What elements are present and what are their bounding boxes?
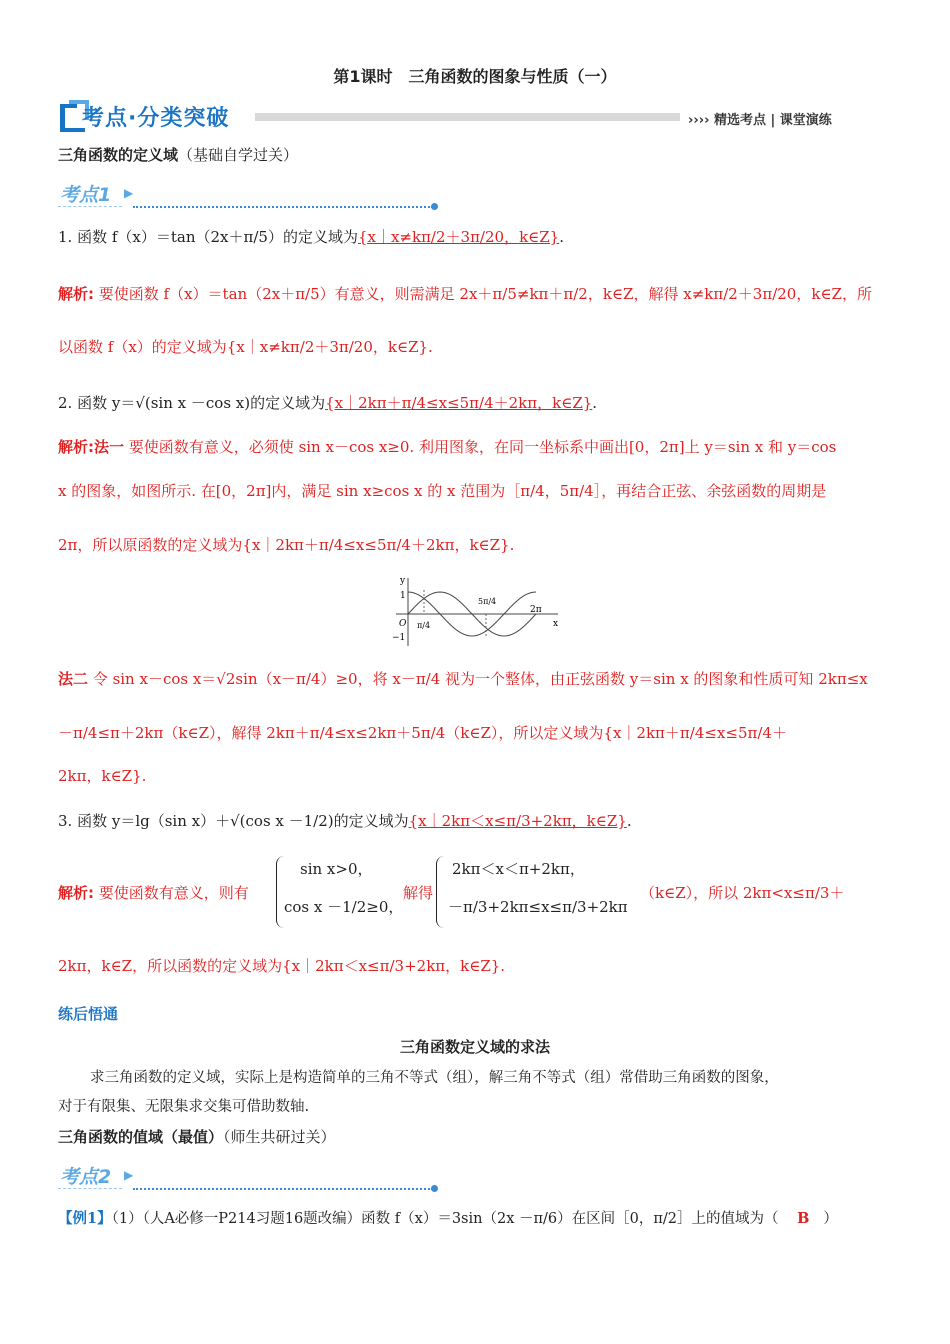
kaodian1-label: 考点1 [60,184,112,206]
q1-end: . [559,228,565,246]
q1-analysis-line1 [58,283,893,305]
kaodian2-dot [431,1185,438,1192]
q3-end: . [626,812,632,830]
graph-one: 1 [400,591,406,601]
kaodian2-arrow-icon: ▶ [124,1168,134,1182]
banner-divider [255,113,680,121]
banner-right [688,109,832,128]
q1-stem-line [58,226,893,248]
kaodian1-underline [58,206,122,207]
kaodian2-label: 考点2 [60,1166,112,1188]
kaodian2-rule [133,1188,433,1190]
section1-heading [58,144,298,165]
q2-method2-label: 法二 [58,670,89,688]
kaodian2-underline [58,1188,122,1189]
practice-heading: 练后悟通 [58,1005,119,1023]
q2-answer: {x｜2kπ＋π/4≤x≤5π/4＋2kπ，k∈Z} [325,394,593,412]
graph-neg-one: −1 [392,633,406,643]
q1-stem: 1. 函数 f（x）＝tan（2x＋π/5）的定义域为 [58,228,358,246]
q2-method1-label: 法一 [94,438,125,456]
graph-x-label: x [553,619,559,629]
graph-origin: O [399,619,407,629]
practice-para-line2: 对于有限集、无限集求交集可借助数轴. [58,1099,310,1115]
banner-arrows: ›››› [688,113,710,128]
q2-m2-text1: 令 sin x－cos x＝√2sin（x－π/4）≥0，将 x－π/4 视为一个整体，由正弦函数 y＝sin x 的图象和性质可知 2kπ≤x [92,670,868,688]
section2-note: （师生共研过关） [223,1128,336,1146]
graph-y-label: y [400,576,406,586]
banner-title: 考点·分类突破 [82,106,230,131]
q3-system2-b: －π/3+2kπ≤x≤π/3+2kπ [448,898,628,916]
practice-para-line1: 求三角函数的定义域，实际上是构造简单的三角不等式（组），解三角不等式（组）常借助三角函数的图象， [90,1070,779,1086]
q2-analysis-label: 解析: [58,438,94,456]
ex1-text: （1）（人A必修一P214习题16题改编）函数 f（x）＝3sin（2x －π/6）在区间［0，π/2］上的值域为（ [111,1211,779,1227]
graph-pi4: π/4 [417,621,431,630]
q3-system2-brace [436,856,445,928]
q1-analysis-line2: 以函数 f（x）的定义域为{x｜x≠kπ/2＋3π/20，k∈Z}. [58,338,433,356]
graph-5pi4: 5π/4 [478,597,497,606]
kaodian1-rule [133,206,433,208]
ex1-line [58,1208,893,1230]
kaodian1-arrow-icon: ▶ [124,186,134,200]
q2-stem-line [58,392,893,414]
q3-system2-a: 2kπ＜x＜π+2kπ， [452,860,585,878]
q2-end: . [592,394,598,412]
q1-analysis-text1: 要使函数 f（x）＝tan（2x＋π/5）有意义，则需满足 2x＋π/5≠kπ＋π/2，k∈Z，解得 x≠kπ/2＋3π/20，k∈Z，所 [98,285,872,303]
q2-m2-line3: 2kπ，k∈Z}. [58,767,147,785]
sin-cos-graph [388,574,568,648]
q3-stem: 3. 函数 y＝lg（sin x）＋√(cos x －1/2)的定义域为 [58,812,409,830]
q2-m1-line2: x 的图象，如图所示. 在[0，2π]内，满足 sin x≥cos x 的 x 范围为［π/4，5π/4］，再结合正弦、余弦函数的周期是 [58,482,827,500]
graph-2pi: 2π [530,605,542,615]
q2-stem: 2. 函数 y＝√(sin x －cos x)的定义域为 [58,394,326,412]
q2-m1-text1: 要使函数有意义，必须使 sin x－cos x≥0. 利用图象，在同一坐标系中画出[0，2π]上 y＝sin x 和 y＝cos [128,438,837,456]
page-title: 第1课时 三角函数的图象与性质（一） [333,67,617,86]
q2-m2-line1 [58,668,893,690]
section2-heading [58,1126,336,1147]
q1-answer: {x｜x≠kπ/2＋3π/20，k∈Z} [357,228,560,246]
section1-title: 三角函数的定义域 [58,146,179,164]
q3-analysis-label: 解析: [58,884,94,902]
kaodian1-dot [431,203,438,210]
q2-m1-line1 [58,436,893,458]
q3-solve: 解得 [403,884,434,902]
q3-analysis-pre [58,882,249,904]
q1-analysis-label: 解析: [58,285,94,303]
q2-m2-line2: －π/4≤π＋2kπ（k∈Z），解得 2kπ＋π/4≤x≤2kπ＋5π/4（k∈Z），所以定义域为{x｜2kπ＋π/4≤x≤5π/4＋ [58,724,787,742]
banner-label-1: 精选考点 [713,113,766,128]
q3-system1-brace [276,856,285,928]
section1-note: （基础自学过关） [178,146,299,164]
ex1-close: ） [823,1211,838,1227]
section2-title: 三角函数的值域（最值） [58,1128,224,1146]
q3-answer: {x｜2kπ＜x≤π/3+2kπ，k∈Z} [408,812,627,830]
q2-m1-line3: 2π，所以原函数的定义域为{x｜2kπ＋π/4≤x≤5π/4＋2kπ，k∈Z}. [58,536,515,554]
q3-analysis-text-pre: 要使函数有意义，则有 [98,884,249,902]
banner-sep: | [770,113,776,128]
q3-stem-line [58,810,893,832]
practice-subheading: 三角函数定义域的求法 [399,1038,550,1056]
q3-analysis-post: （k∈Z），所以 2kπ<x≤π/3＋ [640,884,845,902]
q3-system1-a: sin x>0， [300,860,373,878]
q3-system1-b: cos x －1/2≥0， [284,898,404,916]
q3-analysis-line2: 2kπ，k∈Z，所以函数的定义域为{x｜2kπ＜x≤π/3+2kπ，k∈Z}. [58,957,506,975]
ex1-answer: B [797,1210,810,1227]
banner-label-2: 课堂演练 [779,113,832,128]
ex1-tag: 【例1】 [58,1210,112,1227]
